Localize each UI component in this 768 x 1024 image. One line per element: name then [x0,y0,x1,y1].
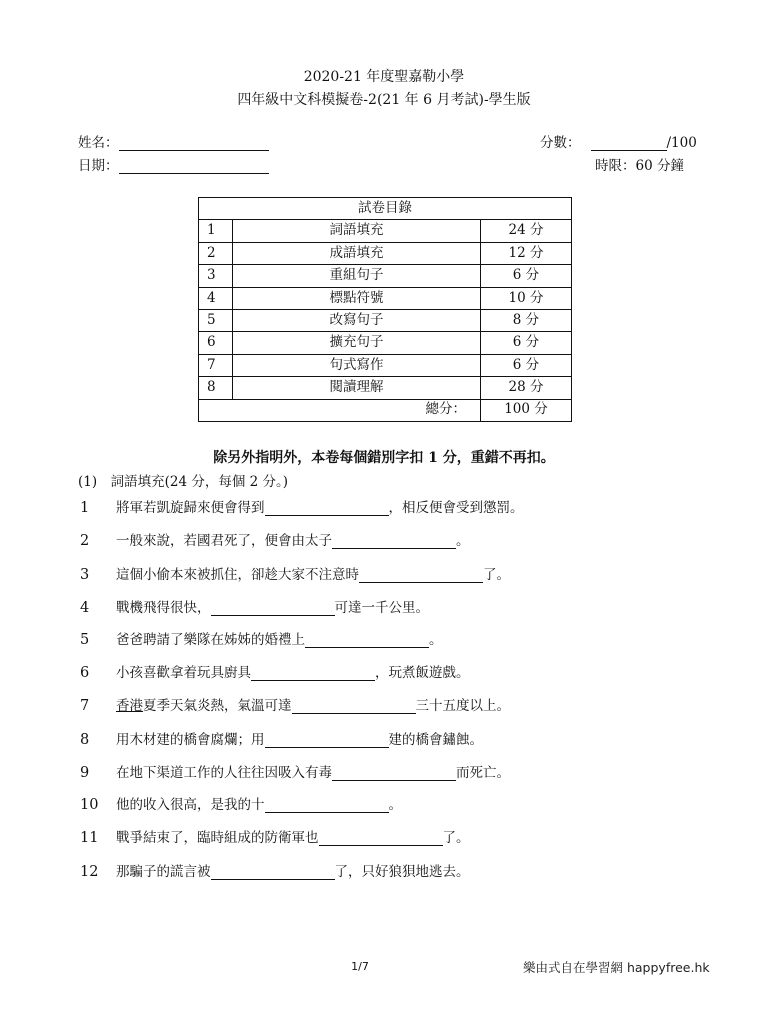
question-number: 3 [80,567,90,583]
answer-blank[interactable] [332,765,456,781]
section-score: 6 分 [481,332,572,354]
question-text: 將軍若凱旋歸來便會得到 [116,500,265,516]
question-text: 爸爸聘請了樂隊在姊姊的婚禮上 [116,632,305,648]
section-score: 28 分 [481,377,572,399]
question-item [80,596,429,616]
marking-note: 除另外指明外，本卷每個錯別字扣 1 分，重錯不再扣。 [213,450,555,466]
answer-blank[interactable] [211,864,335,880]
question-item [80,728,483,748]
section-heading: (1) 詞語填充(24 分，每個 2 分。) [78,474,289,490]
section-number: 4 [199,287,233,309]
score-blank[interactable] [591,135,667,151]
table-row [199,242,572,264]
question-text: 夏季天氣炎熱，氣溫可達 [143,698,292,714]
answer-blank[interactable] [359,567,483,583]
section-name: 擴充句子 [233,332,481,354]
question-text: ，相反便會受到懲罰。 [388,500,524,516]
question-item [80,761,510,781]
question-item [80,826,470,846]
question-text: 了。 [442,830,470,846]
question-number: 7 [80,698,90,714]
name-field [78,131,269,151]
question-text: 戰機飛得很快， [116,600,211,616]
section-number: 6 [199,332,233,354]
section-score: 12 分 [481,242,572,264]
question-text: 建的橋會鏽蝕。 [388,732,483,748]
name-label: 姓名： [78,135,119,151]
date-field [78,154,269,174]
question-text: 這個小偷本來被抓住，卻趁大家不注意時 [116,567,359,583]
section-number: 1 [199,220,233,242]
question-text: 而死亡。 [456,765,510,781]
section-number: 8 [199,377,233,399]
total-value: 100 分 [481,399,572,421]
section-score: 6 分 [481,265,572,287]
question-number: 10 [80,797,99,813]
question-text: 一般來說，若國君死了，便會由太子 [116,533,332,549]
question-number: 2 [80,533,90,549]
answer-blank[interactable] [265,797,389,813]
name-blank[interactable] [119,135,269,151]
section-number: 5 [199,309,233,331]
question-number: 11 [80,830,99,846]
question-item [80,661,470,681]
question-item [80,860,470,880]
total-row [199,399,572,421]
site-credit: 樂由式自在學習網 happyfree.hk [523,960,710,975]
section-name: 閱讀理解 [233,377,481,399]
section-number: 2 [199,242,233,264]
question-text: 可達一千公里。 [334,600,429,616]
section-name: 成語填充 [233,242,481,264]
question-text: 那騙子的謊言被 [116,864,211,880]
table-row [199,309,572,331]
question-text: 。 [429,632,443,648]
question-number: 1 [80,500,90,516]
table-row [199,354,572,376]
section-name: 重組句子 [233,265,481,287]
question-number: 5 [80,632,90,648]
question-text: 小孩喜歡拿着玩具廚具 [116,665,251,681]
date-label: 日期： [78,158,119,174]
section-name: 標點符號 [233,287,481,309]
question-text: 他的收入很高，是我的十 [116,797,265,813]
question-text: 了。 [483,567,510,583]
question-text: ，玩煮飯遊戲。 [375,665,470,681]
section-number: 7 [199,354,233,376]
question-number: 6 [80,665,90,681]
proper-noun-underlined: 香港 [116,698,143,714]
question-number: 9 [80,765,90,781]
question-number: 12 [80,864,99,880]
question-item [80,563,510,583]
question-text: 。 [388,797,402,813]
question-item [80,529,470,549]
table-row [199,265,572,287]
date-blank[interactable] [119,158,269,174]
answer-blank[interactable] [265,732,389,748]
time-limit: 時限：60 分鐘 [595,158,684,174]
question-item [80,793,402,813]
question-item [80,694,510,714]
section-number: 3 [199,265,233,287]
question-number: 4 [80,600,90,616]
score-field [540,131,697,151]
question-text: 了，只好狼狽地逃去。 [334,864,470,880]
question-text: 在地下渠道工作的人往往因吸入有毒 [116,765,332,781]
paper-title-exam: 四年級中文科模擬卷-2(21 年 6 月考試)-學生版 [237,92,531,108]
page-number: 1/7 [351,960,369,973]
answer-blank[interactable] [305,632,429,648]
answer-blank[interactable] [265,500,389,516]
answer-blank[interactable] [211,600,335,616]
score-total: /100 [666,135,697,151]
question-text: 三十五度以上。 [415,698,510,714]
answer-blank[interactable] [251,665,375,681]
paper-title-school: 2020-21 年度聖嘉勒小學 [303,69,465,85]
table-row [199,332,572,354]
section-name: 詞語填充 [233,220,481,242]
answer-blank[interactable] [319,830,443,846]
contents-table [198,197,572,422]
answer-blank[interactable] [332,533,456,549]
table-row [199,377,572,399]
question-text: 用木材建的橋會腐爛；用 [116,732,265,748]
section-score: 8 分 [481,309,572,331]
table-row [199,287,572,309]
section-score: 24 分 [481,220,572,242]
question-item [80,628,443,648]
contents-title: 試卷目錄 [199,198,572,220]
total-label: 總分： [199,399,481,421]
table-row [199,220,572,242]
section-name: 句式寫作 [233,354,481,376]
section-score: 10 分 [481,287,572,309]
score-label: 分數： [540,135,581,151]
question-number: 8 [80,732,90,748]
section-score: 6 分 [481,354,572,376]
question-text: 戰爭結束了，臨時組成的防衛軍也 [116,830,319,846]
question-text: 。 [456,533,470,549]
section-name: 改寫句子 [233,309,481,331]
answer-blank[interactable] [292,698,416,714]
question-item [80,496,524,516]
